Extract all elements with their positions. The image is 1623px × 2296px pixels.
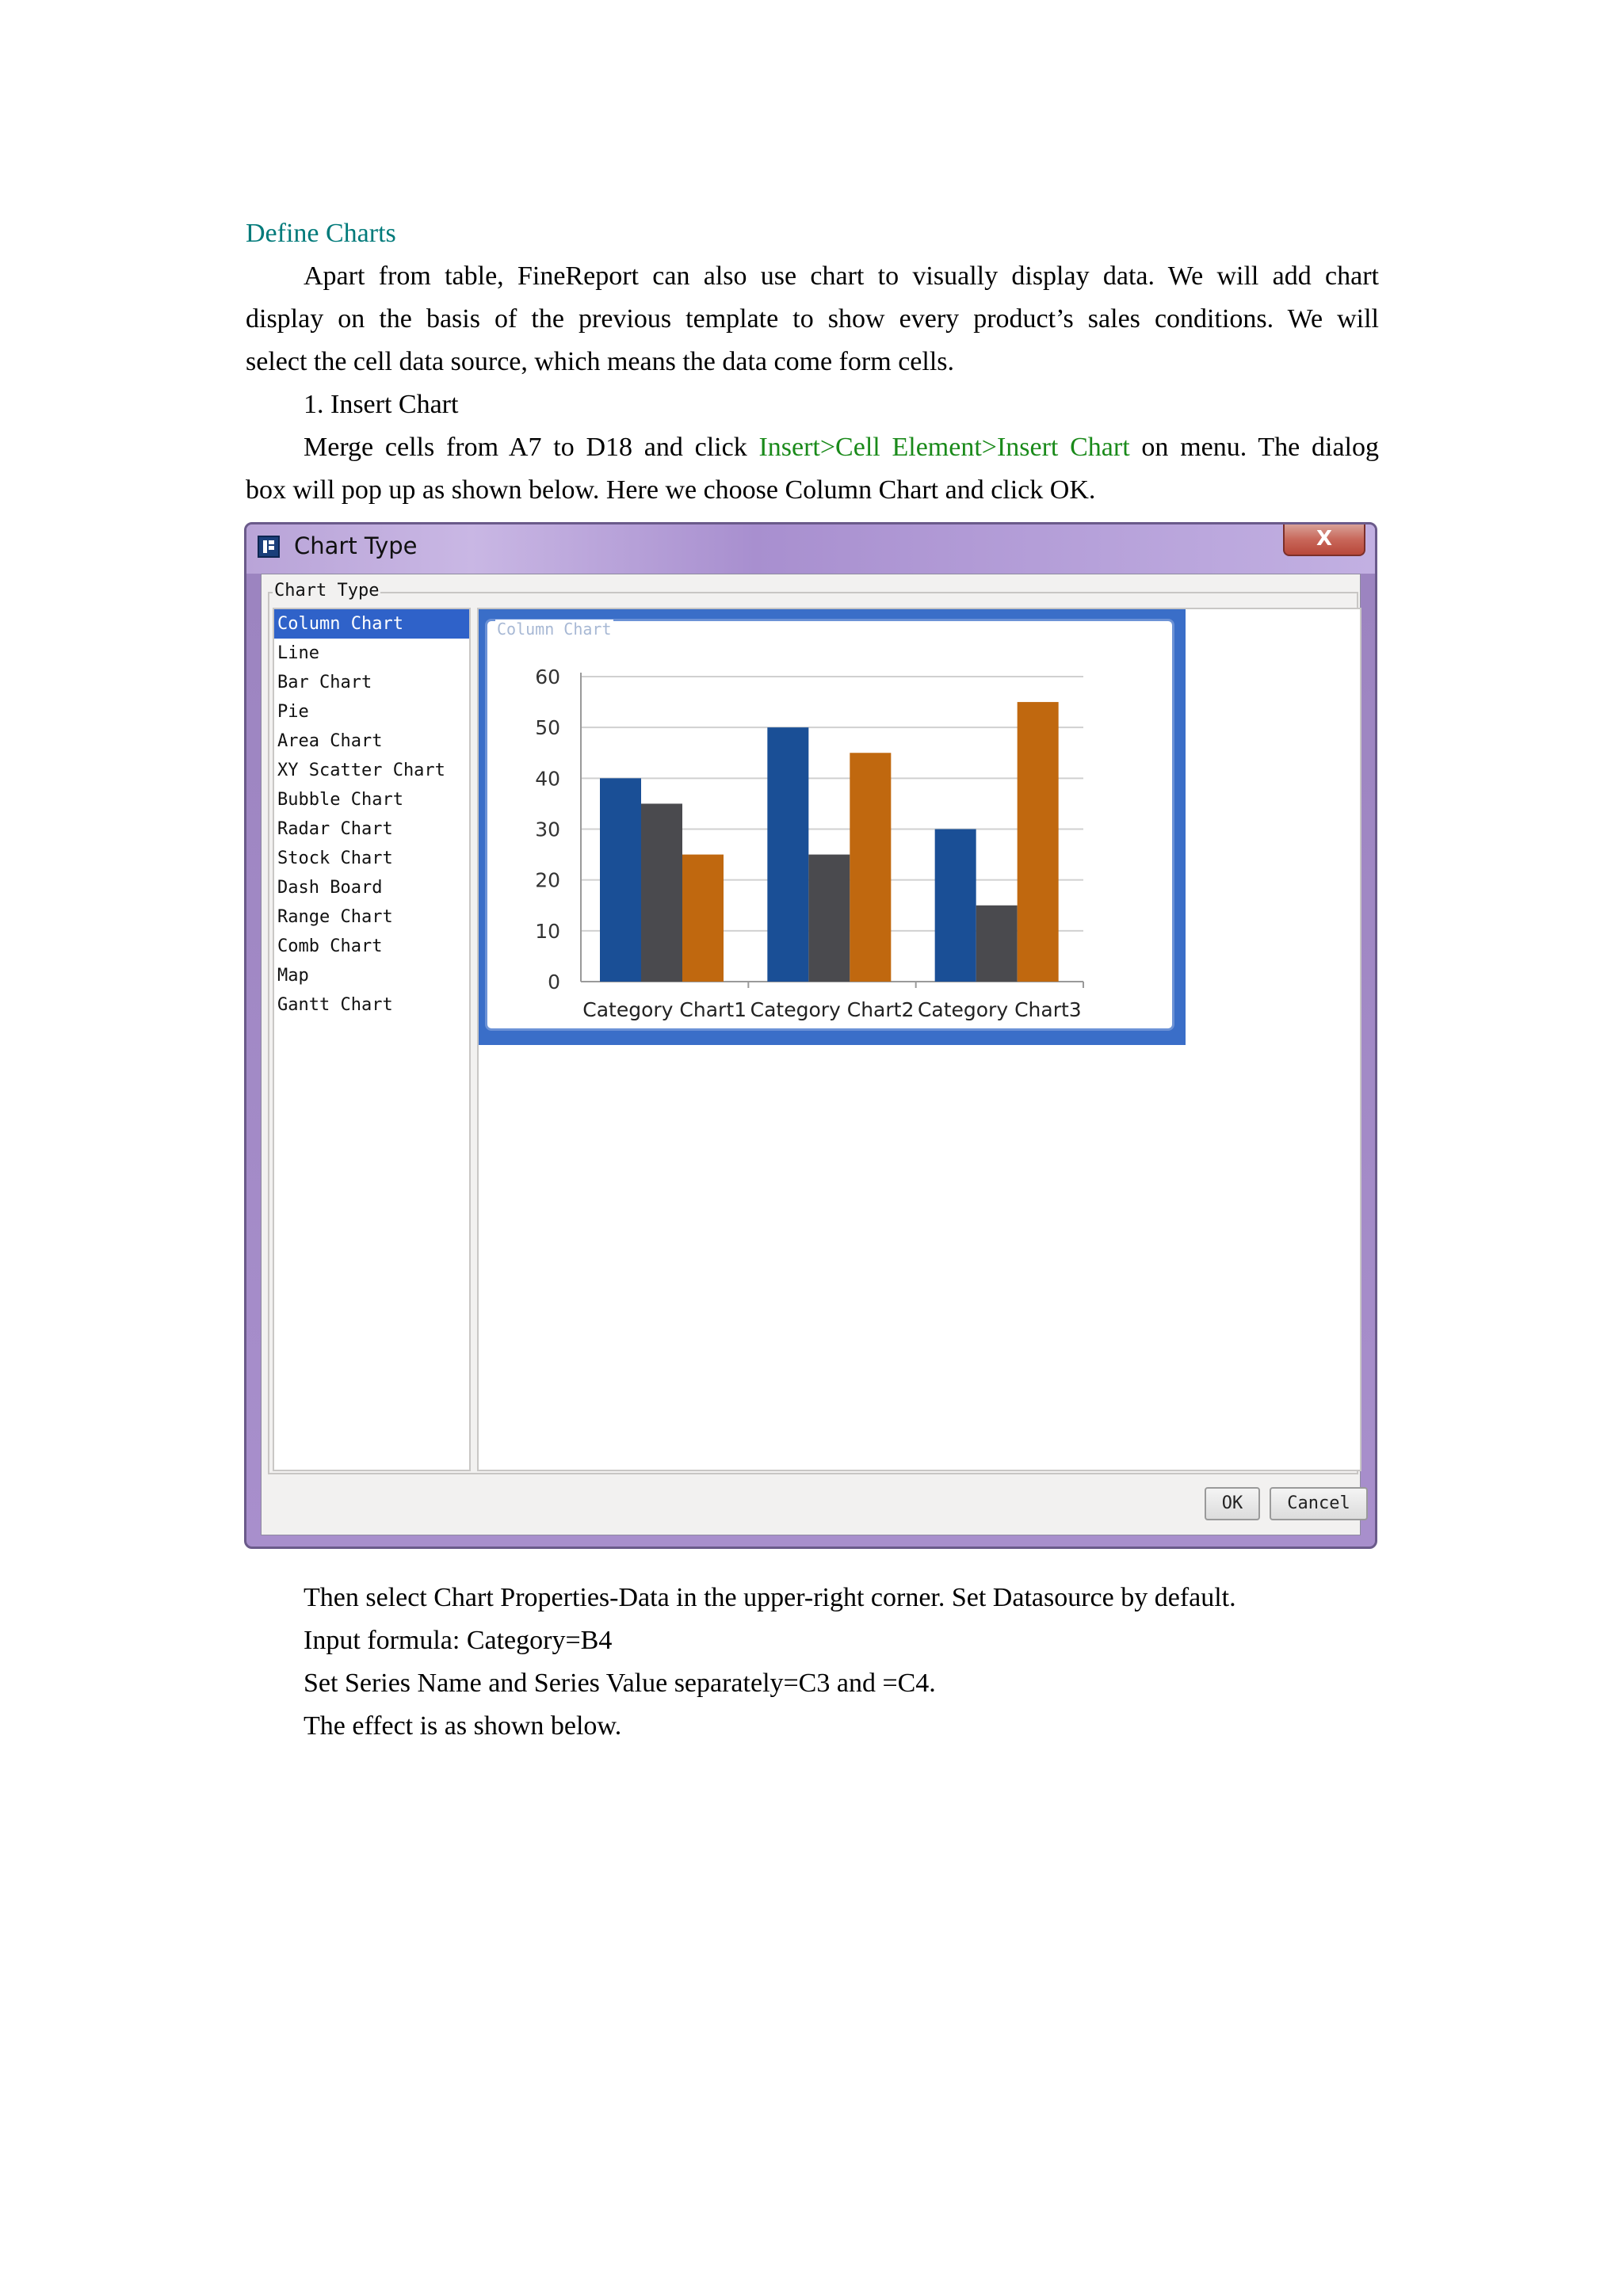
y-tick-label: 0 — [548, 971, 560, 994]
paragraph-line: Set Series Name and Series Value separately=C3 and =C4. — [304, 1669, 936, 1698]
dialog-title: Chart Type — [294, 532, 418, 559]
chart-type-item-range-chart[interactable]: Range Chart — [277, 907, 393, 927]
x-tick-label: Category Chart1 — [582, 998, 747, 1021]
chart-type-item-pie[interactable]: Pie — [277, 702, 309, 722]
chart-preview-area — [477, 608, 1361, 1471]
chart-type-item-map[interactable]: Map — [277, 966, 309, 986]
x-tick-label: Category Chart3 — [917, 998, 1082, 1021]
paragraph-line: box will pop up as shown below. Here we choose Column Chart and click OK. — [246, 475, 1096, 505]
paragraph-line: Apart from table, FineReport can also use chart to visually display data. We will add chart — [304, 261, 1379, 291]
chart-type-item-line[interactable]: Line — [277, 643, 319, 663]
chart-type-item-stock-chart[interactable]: Stock Chart — [277, 849, 393, 868]
bar — [600, 778, 641, 982]
chart-type-item-bar-chart[interactable]: Bar Chart — [277, 673, 372, 692]
bar — [767, 727, 808, 982]
bar — [935, 830, 976, 982]
bar — [976, 906, 1018, 982]
paragraph-line: Then select Chart Properties-Data in the upper-right corner. Set Datasource by default. — [304, 1583, 1236, 1612]
bar — [850, 753, 891, 982]
section-heading: Define Charts — [246, 219, 396, 248]
menu-path: Insert>Cell Element>Insert Chart — [758, 433, 1130, 462]
chart-type-item-bubble-chart[interactable]: Bubble Chart — [277, 790, 403, 810]
chart-type-dialog — [244, 522, 1377, 1549]
chart-type-item-dash-board[interactable]: Dash Board — [277, 878, 383, 898]
paragraph-text: on menu. The dialog — [1129, 433, 1379, 462]
chart-type-item-radar-chart[interactable]: Radar Chart — [277, 819, 393, 839]
app-logo-icon — [258, 536, 280, 558]
chart-type-list[interactable] — [273, 608, 471, 1471]
paragraph-line: The effect is as shown below. — [304, 1711, 622, 1741]
paragraph-line — [304, 426, 1379, 469]
paragraph-line: Input formula: Category=B4 — [304, 1626, 613, 1655]
y-tick-label: 10 — [535, 919, 560, 943]
column-chart-preview — [487, 621, 1172, 1028]
chart-preview-frame — [485, 619, 1174, 1031]
chart-type-item-column-chart[interactable]: Column Chart — [274, 609, 469, 639]
chart-type-item-gantt-chart[interactable]: Gantt Chart — [277, 995, 393, 1015]
close-button[interactable]: X — [1283, 524, 1365, 556]
dialog-body — [261, 574, 1361, 1535]
y-tick-label: 60 — [535, 666, 560, 688]
chart-type-item-xy-scatter-chart[interactable]: XY Scatter Chart — [277, 761, 445, 780]
y-tick-label: 50 — [535, 716, 560, 740]
paragraph-line: select the cell data source, which means the data come form cells. — [246, 347, 955, 376]
group-label: Chart Type — [273, 579, 380, 603]
y-tick-label: 20 — [535, 868, 560, 892]
dialog-titlebar[interactable] — [246, 524, 1375, 574]
bar — [1018, 702, 1059, 982]
chart-type-item-area-chart[interactable]: Area Chart — [277, 731, 383, 751]
preview-label: Column Chart — [497, 620, 612, 639]
bar — [641, 803, 682, 982]
x-tick-label: Category Chart2 — [750, 998, 915, 1021]
step-heading: 1. Insert Chart — [304, 390, 459, 419]
chart-type-item-comb-chart[interactable]: Comb Chart — [277, 936, 383, 956]
y-tick-label: 30 — [535, 818, 560, 841]
bar — [682, 855, 724, 982]
y-tick-label: 40 — [535, 767, 560, 791]
chart-preview-selected[interactable] — [479, 609, 1186, 1045]
bar — [808, 855, 850, 982]
paragraph-line: display on the basis of the previous template to show every product’s sales conditions. We will — [246, 304, 1379, 334]
cancel-button[interactable]: Cancel — [1270, 1487, 1368, 1520]
paragraph-text: Merge cells from A7 to D18 and click — [304, 433, 759, 462]
ok-button[interactable]: OK — [1205, 1487, 1260, 1520]
